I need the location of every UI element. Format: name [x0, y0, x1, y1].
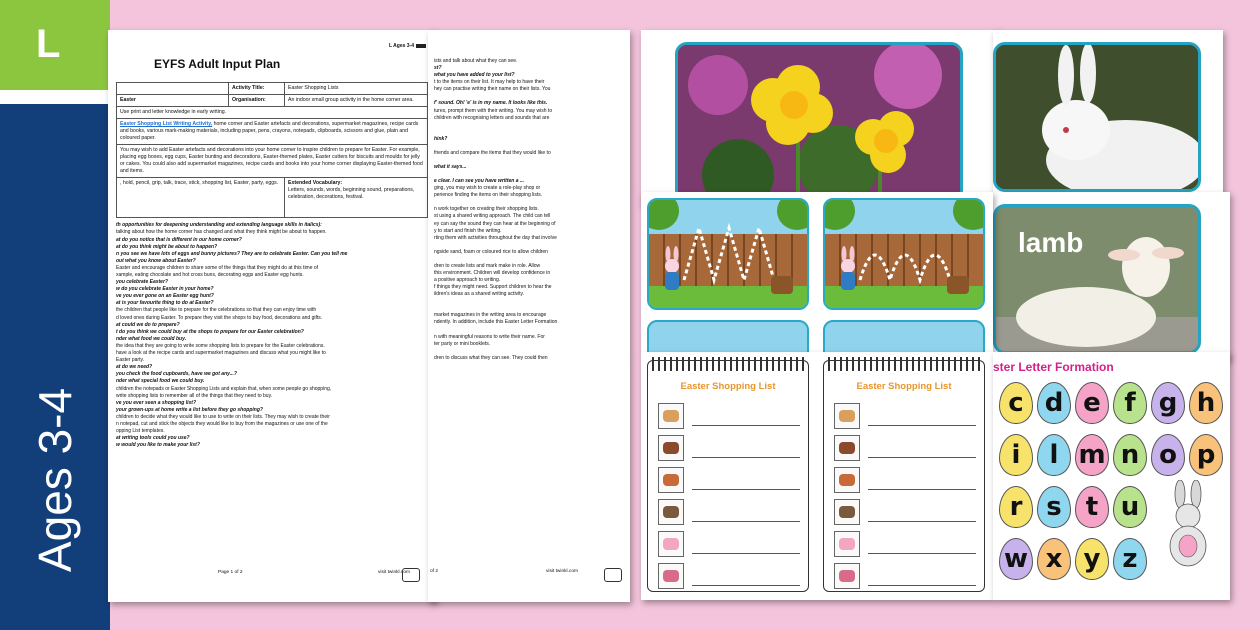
write-line[interactable] [868, 553, 976, 554]
letter-egg: y [1075, 538, 1109, 580]
write-line[interactable] [692, 457, 800, 458]
letter-egg: s [1037, 486, 1071, 528]
plan-page-2-line: t to the items on their list. It may help to have their [434, 79, 545, 86]
age-tag: L Ages 3-4 [389, 43, 426, 50]
dialogue-line: w do you celebrate Easter in your home? [116, 286, 214, 293]
dialogue-line: th opportunities for deepening understanding and extending language skills in italics): [116, 222, 322, 229]
dialogue-line: Easter party. [116, 357, 144, 364]
lamb-photo [993, 204, 1201, 354]
shopping-list-row [834, 499, 976, 531]
plan-page-2-line: children with recognising letters and sounds that are [434, 114, 550, 121]
plan-page-2-line: dren to discuss what they can see. They could then [434, 354, 548, 361]
dialogue-line: Easter and encourage children to share some of the things that they might do at this time of [116, 264, 319, 271]
plan-page-2-line [434, 327, 624, 334]
vocab-text: Letters, sounds, words, beginning sound, preparations, celebration, decorations, festival. [288, 187, 415, 201]
letter-egg: g [1151, 382, 1185, 424]
plan-objective: Use print and letter knowledge in early writing. [117, 107, 428, 119]
letter-egg: x [1037, 538, 1071, 580]
basket-icon [771, 276, 793, 294]
shopping-list-row [834, 403, 976, 435]
shopping-list-row [834, 531, 976, 563]
footer-url: visit twinkl.com [378, 569, 410, 575]
plan-page-2-line [434, 305, 624, 312]
plan-cell: An indoor small group activity in the home corner area. [285, 95, 428, 107]
rabbit-photo-card [993, 30, 1223, 198]
write-line[interactable] [692, 425, 800, 426]
twinkl-logo-icon [604, 568, 622, 582]
letter-formation-sheet [993, 352, 1230, 600]
tree-icon [823, 198, 855, 230]
trace-scene-partial [823, 320, 985, 352]
plan-page-2-line: tures, prompt them with their writing. You may wish to [434, 107, 553, 114]
resource-link[interactable]: Easter Shopping List Writing Activity, [120, 121, 213, 128]
shopping-list-title: Easter Shopping List [856, 381, 952, 392]
plan-page-2-line [434, 129, 624, 136]
dialogue-line: t do you think we could buy at the shops to prepare for our Easter celebration? [116, 328, 304, 335]
letter-egg: m [1075, 434, 1109, 476]
shopping-notepad-left [647, 360, 809, 592]
shopping-list-row [658, 563, 800, 595]
dialogue-line: you check the food cupboards, have we got any...? [116, 371, 237, 378]
plan-page-2-line: rting them with activities throughout the day that involve [434, 234, 557, 241]
dialogue-line: have a look at the recipe cards and supermarket magazines and discuss what you might like to [116, 350, 326, 357]
easter-bunny-icon [1165, 480, 1211, 568]
write-line[interactable] [868, 489, 976, 490]
plan-page-2-line: dren to create lists and mark make in role. Allow [434, 262, 541, 269]
dialogue-line: xample, eating chocolate and hot cross buns, decorating eggs and Easter egg hunts. [116, 272, 304, 278]
letter-egg: l [1037, 434, 1071, 476]
plan-page-2-text [434, 58, 624, 362]
shopping-notepad-right [823, 360, 985, 592]
letter-egg: w [999, 538, 1033, 580]
plan-page-2-line [434, 242, 624, 249]
trace-scene-partial [647, 320, 809, 352]
letter-egg: o [1151, 434, 1185, 476]
dialogue-line: the children that people like to prepare for the celebrations so that they can enjoy time with [116, 307, 317, 314]
dialogue-line: the idea that they are going to write some shopping lists to prepare for the Easter celebrations. [116, 342, 325, 349]
plan-extended-vocabulary [285, 178, 428, 218]
plan-page-2-line: hink? [434, 135, 448, 142]
plan-page-2-line: friends and compare the items that they would like to [434, 149, 551, 156]
adult-input-plan-page-2 [428, 30, 630, 602]
dialogue-line: children the notepads or Easter Shopping Lists and explain that, when some people go shopping, [116, 385, 332, 392]
plan-page-2-line: ter party or mini booklets. [434, 340, 491, 347]
dialogue-line: talking about how the home corner has changed and what they think might be about to happen. [116, 229, 327, 236]
dialogue-line: ve you ever gone on an Easter egg hunt? [116, 293, 214, 300]
basket-icon [658, 499, 684, 525]
plan-page-2-line: ildren's ideas as a shared writing activity. [434, 291, 525, 298]
dialogue-line: at do we need? [116, 364, 153, 371]
plan-page-2-line [434, 122, 624, 129]
plan-cell: Easter [117, 95, 229, 107]
plan-page-2-line: y to start and finish the writing. [434, 227, 502, 234]
letter-egg: n [1113, 434, 1147, 476]
plan-page-2-line [434, 93, 624, 100]
letter-egg: d [1037, 382, 1071, 424]
shopping-list-title: Easter Shopping List [680, 381, 776, 392]
write-line[interactable] [692, 553, 800, 554]
plan-page-2-line [434, 157, 624, 164]
rabbit-photo [993, 42, 1201, 192]
page-number: Page 1 of 2 [218, 569, 243, 575]
resource-text: home corner and Easter artefacts and decorations, supermarket magazines, recipe cards and books, various mark-making materials, including paper, pens, crayons, notepads, clipboards, scissors and glue, plain and coloured paper. [120, 121, 419, 142]
spiral-binding [828, 357, 980, 371]
dialogue-line: w would you like to make your list? [116, 442, 200, 449]
write-line[interactable] [868, 425, 976, 426]
plan-page-2-line: perience finding the items on their shopping lists. [434, 192, 543, 199]
plan-vocabulary: , hold, pencil, grip, talk, trace, stick, shopping list, Easter, party, eggs. [117, 178, 285, 218]
letter-egg: i [999, 434, 1033, 476]
dialogue-line: at is your favourite thing to do at Easter? [116, 300, 214, 307]
page-number: of 2 [430, 569, 439, 575]
plan-page-2-line [434, 256, 624, 263]
dialogue-line: n you see we have lots of eggs and bunny pictures? They are to celebrate Easter. Can you tell me [116, 250, 348, 257]
spiral-binding [652, 357, 804, 371]
daffodil-photo [675, 42, 963, 202]
dialogue-line: your grown-ups at home write a list before they go shopping? [116, 406, 263, 413]
teapot-icon [658, 435, 684, 461]
lamb-photo-card [993, 192, 1230, 360]
plan-page-2-line [434, 171, 624, 178]
letter-egg: u [1113, 486, 1147, 528]
chick-cupcake-icon [834, 563, 860, 589]
shopping-list-row [658, 467, 800, 499]
write-line[interactable] [692, 585, 800, 586]
dialogue-line: you celebrate Easter? [116, 279, 168, 286]
plan-page-2-line: n with meaningful reasons to write their name. For [434, 333, 545, 340]
plan-dialogue [116, 222, 428, 449]
egg-box-icon [834, 403, 860, 429]
plan-page-2-line: e clear. I can see you have written a ... [434, 178, 525, 185]
shopping-list-sheet [641, 352, 993, 600]
dialogue-line: at do you think might be about to happen? [116, 243, 218, 250]
write-line[interactable] [692, 521, 800, 522]
plan-page-2-line [434, 348, 624, 355]
letter-egg: z [1113, 538, 1147, 580]
plan-title: EYFS Adult Input Plan [154, 57, 281, 71]
dialogue-line: n notepad, cut and stick the objects they would like to buy from the magazines or use one of the [116, 420, 328, 427]
dialogue-line: d loved ones during Easter. To prepare they visit the shops to buy food, decorations and gifts. [116, 314, 323, 321]
shopping-list-row [658, 499, 800, 531]
plan-page-2-line: ngside sand, foam or coloured rice to allow children [434, 248, 548, 255]
cake-icon [658, 467, 684, 493]
shopping-list-row [658, 403, 800, 435]
dialogue-line: at do you notice that is different in our home corner? [116, 236, 242, 243]
plan-cell: Easter Shopping Lists [285, 83, 428, 95]
dialogue-line: out what you know about Easter? [116, 257, 196, 264]
letter-formation-title: ster Letter Formation [993, 360, 1114, 374]
dialogue-line: children to decide what they would like to use to write on their lists. They may wish to create their [116, 413, 330, 420]
plan-page-2-line [434, 298, 624, 305]
age-band-label: Ages 3-4 [29, 387, 81, 573]
letter-egg: r [999, 486, 1033, 528]
plan-page-2-line: f' sound. Oh! 'e' is in my name. It looks like this. [434, 100, 548, 107]
basket-icon [947, 276, 969, 294]
plan-page-2-line: st? [434, 65, 442, 72]
shopping-list-row [834, 435, 976, 467]
dialogue-line: at could we do to prepare? [116, 321, 180, 328]
dialogue-line: at writing tools could you use? [116, 435, 190, 442]
plan-page-2-line: market magazines in the writing area to encourage [434, 312, 547, 319]
shopping-list-row [658, 435, 800, 467]
age-band-stripe [0, 90, 110, 104]
plan-page-2-line: ey can say the sound they can hear at the beginning of [434, 220, 556, 227]
tree-icon [647, 198, 679, 230]
vocab-label: Extended Vocabulary: [288, 180, 343, 187]
plan-page-2-line: st using a shared writing approach. The child can tell [434, 213, 551, 220]
write-line[interactable] [868, 585, 976, 586]
dialogue-line: opping List templates. [116, 428, 165, 435]
plan-page-2-line: ists and talk about what they can see. [434, 58, 518, 64]
plan-page-2-line: hey can practise writing their name on their lists. You [434, 86, 551, 93]
dialogue-line: nder what food we could buy. [116, 335, 187, 342]
shopping-list-row [834, 563, 976, 595]
hot-cross-bun-icon [658, 403, 684, 429]
plan-preparation: You may wish to add Easter artefacts and decorations into your home corner to inspire children to prepare for Easter. For example, placing egg boxes, egg cups, Easter bunting and decorations, Easter-themed plates, Easter cutters for biscuits and moulds for jelly or cakes. You could also add supermarket magazines, recipe cards and books into your home corner displaying Easter-themed food and items. [117, 145, 428, 178]
trace-scene-arches [823, 198, 985, 310]
shopping-list-row [658, 531, 800, 563]
twinkl-logo-icon [402, 568, 420, 582]
plan-page-2-line: a positive approach to writing. [434, 277, 501, 284]
daffodil-photo-card [641, 30, 999, 206]
sweets-icon [834, 531, 860, 557]
dialogue-line: ve you ever seen a shopping list? [116, 399, 197, 406]
write-line[interactable] [868, 521, 976, 522]
letter-egg: p [1189, 434, 1223, 476]
footer-url: visit twinkl.com [546, 569, 578, 575]
dialogue-line: write shopping lists to remember all of the things that they need to buy. [116, 392, 273, 399]
letter-egg: f [1113, 382, 1147, 424]
plan-page-2-line: n work together on creating their shopping lists. [434, 206, 539, 213]
chocolate-icon [834, 435, 860, 461]
write-line[interactable] [692, 489, 800, 490]
plan-resources [117, 119, 428, 145]
letter-egg: h [1189, 382, 1223, 424]
plan-page-2-line [434, 143, 624, 150]
age-band-letter: L [36, 22, 61, 66]
plan-page-2-line: what it says... [434, 163, 467, 170]
letter-egg: e [1075, 382, 1109, 424]
lamb-label: lamb [1018, 227, 1084, 258]
pencil-control-sheet [641, 192, 993, 352]
plan-cell: Activity Title: [229, 83, 285, 95]
dialogue-line: nder what special food we could buy. [116, 378, 205, 385]
letter-egg: t [1075, 486, 1109, 528]
egg-basket-icon [834, 467, 860, 493]
letter-egg: c [999, 382, 1033, 424]
plan-table [116, 82, 428, 218]
write-line[interactable] [868, 457, 976, 458]
plan-page-2-line: f things they might need. Support children to hear the [434, 284, 552, 291]
plan-page-2-line [434, 199, 624, 206]
adult-input-plan-page-1 [108, 30, 439, 602]
plan-cell: Organisation: [229, 95, 285, 107]
trace-scene-zigzag [647, 198, 809, 310]
plan-page-2-line: ging, you may wish to create a role-play shop or [434, 185, 541, 192]
plan-cell [117, 83, 229, 95]
bunny-ears-icon [658, 531, 684, 557]
bowl-icon [834, 499, 860, 525]
plan-page-2-line: this environment. Children will develop confidence in [434, 269, 551, 276]
shopping-list-row [834, 467, 976, 499]
plan-page-2-line: what you have added to your list? [434, 72, 515, 79]
plan-page-2-line: ndently. In addition, include this Easter Letter Formation [434, 319, 558, 326]
easter-basket-icon [658, 563, 684, 589]
